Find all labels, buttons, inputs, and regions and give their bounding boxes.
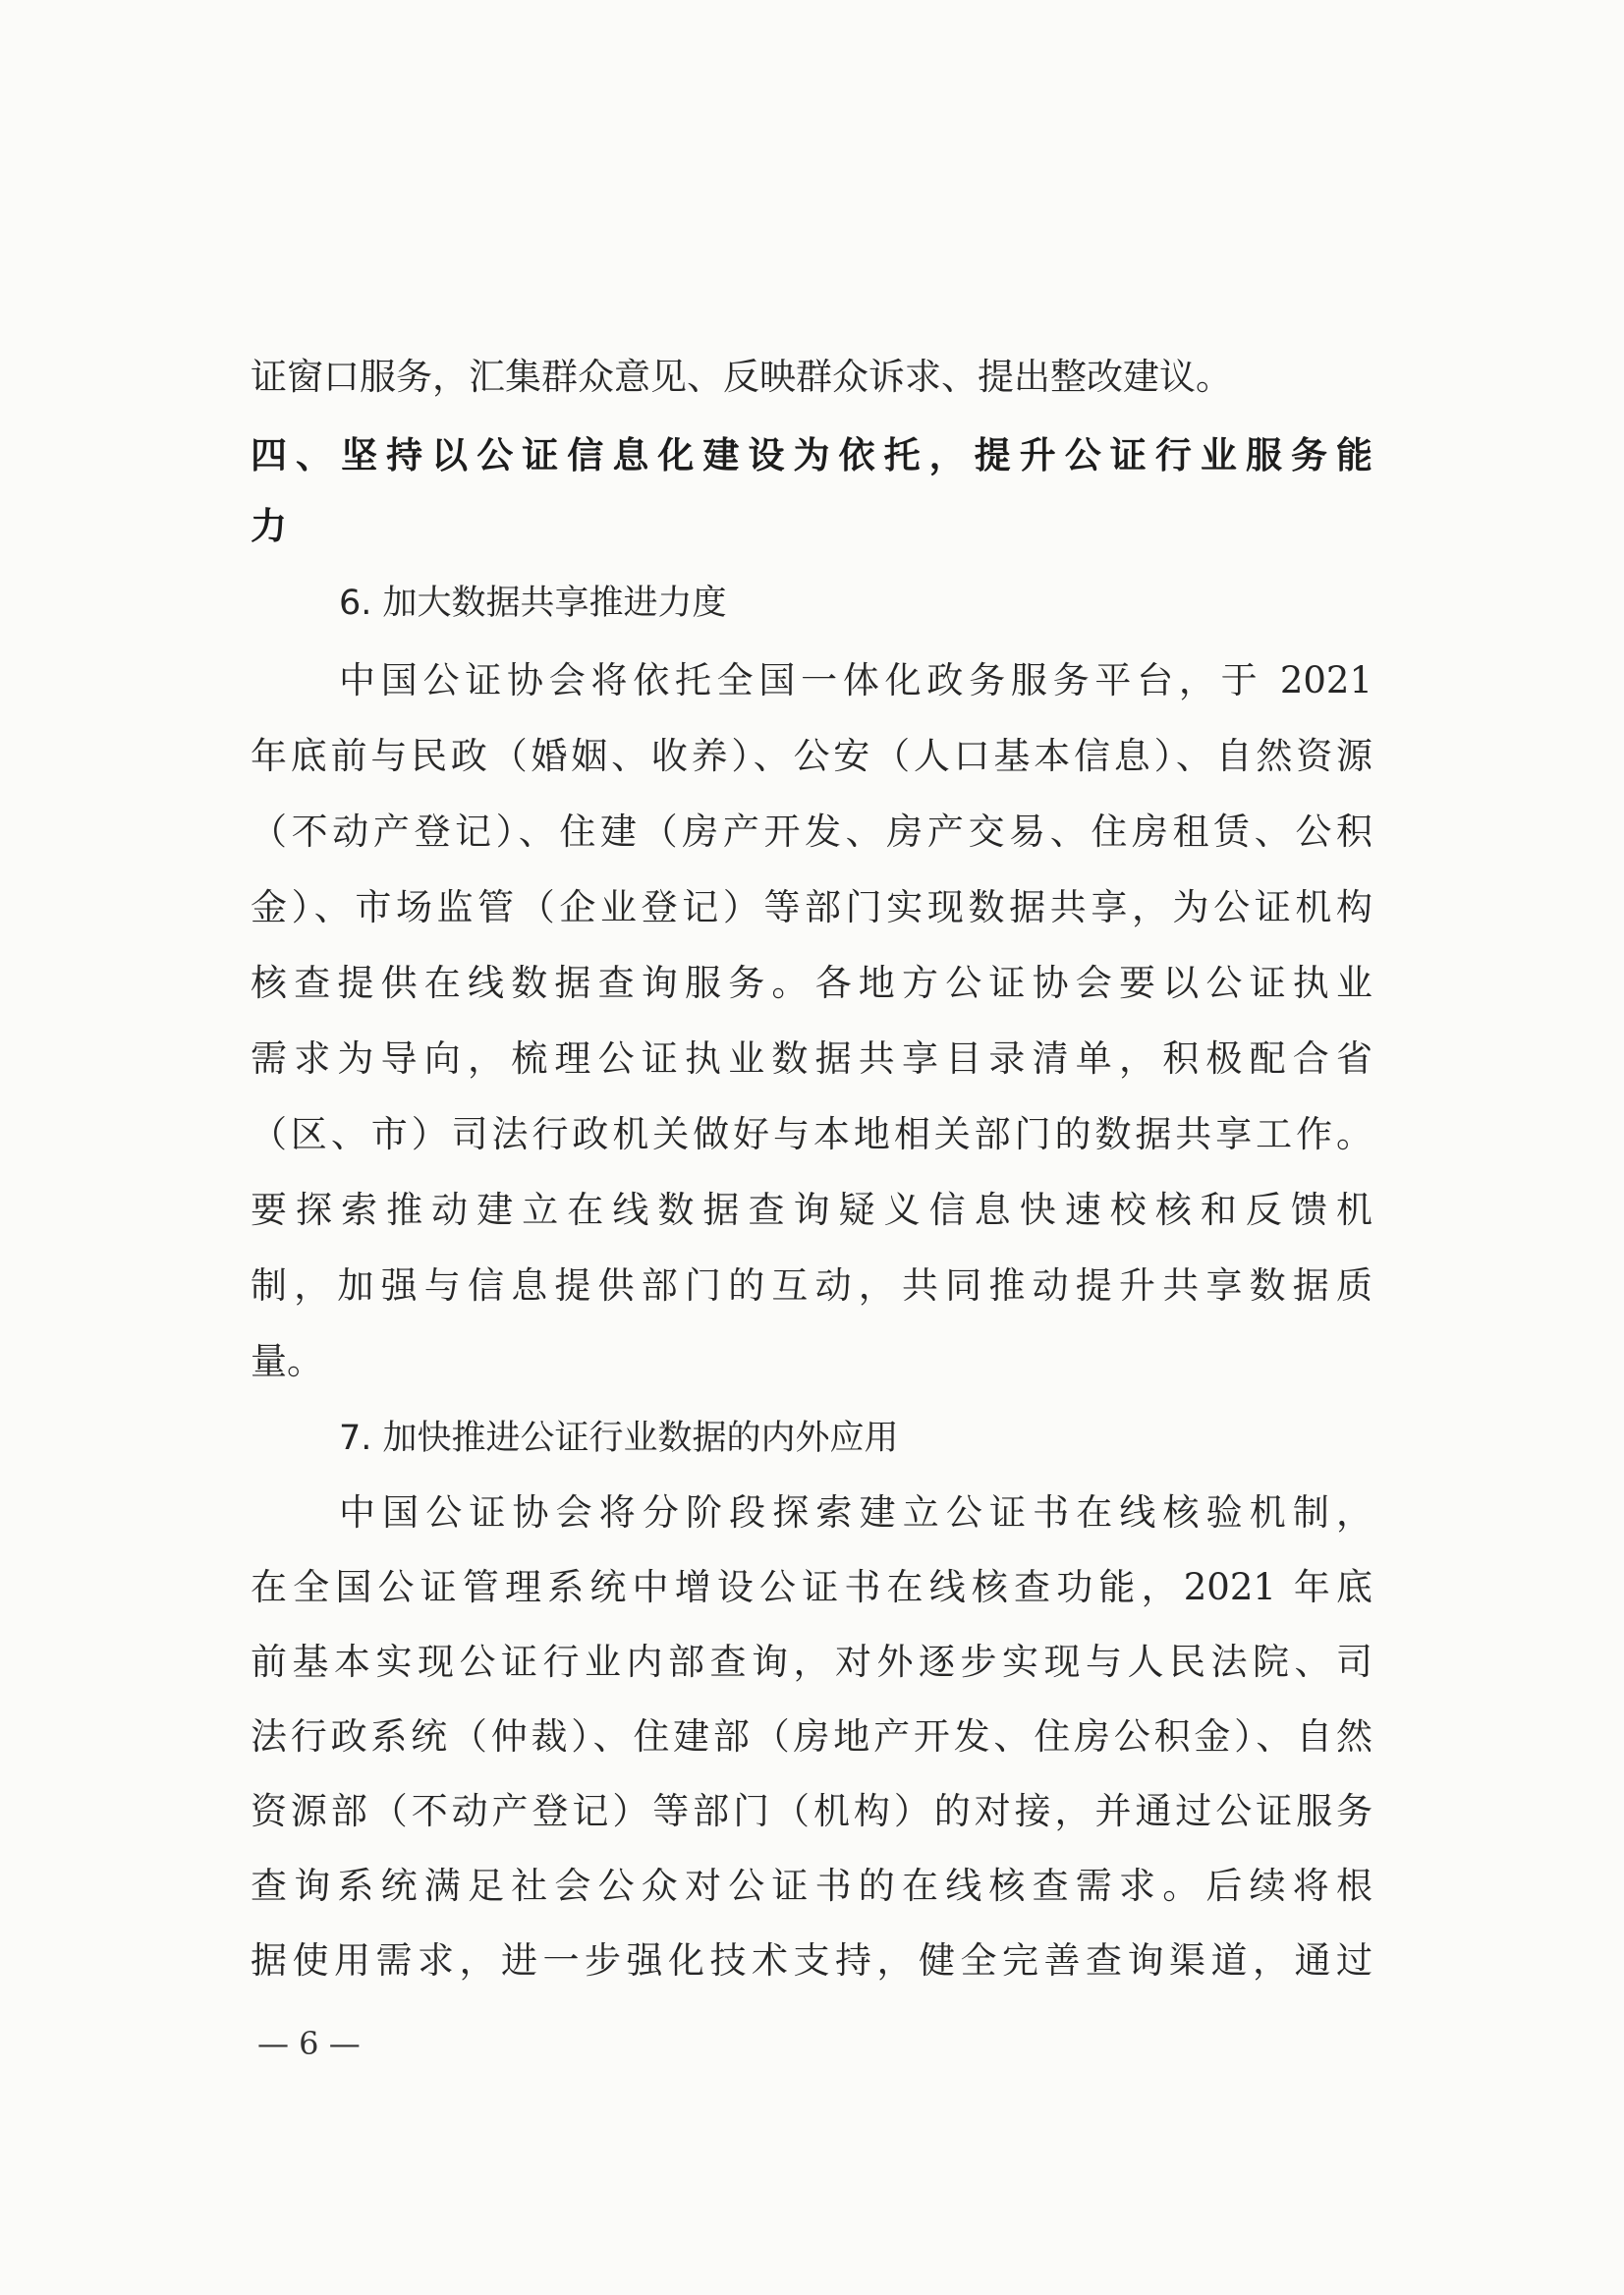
section-heading-continued: 力	[251, 505, 287, 547]
body-text-line: 要探索推动建立在线数据查询疑义信息快速校核和反馈机	[251, 1189, 1372, 1231]
body-text-line: 年底前与民政（婚姻、收养）、公安（人口基本信息）、自然资源	[251, 735, 1372, 777]
body-text-line: 中国公证协会将分阶段探索建立公证书在线核验机制，	[339, 1491, 1372, 1534]
body-text-line: 在全国公证管理系统中增设公证书在线核查功能，2021 年底	[251, 1566, 1372, 1608]
body-text-line: 需求为导向，梳理公证执业数据共享目录清单，积极配合省	[251, 1037, 1372, 1080]
body-text-line: 据使用需求，进一步强化技术支持，健全完善查询渠道，通过	[251, 1939, 1372, 1982]
page-number: — 6 —	[257, 2025, 361, 2062]
body-text-line: 查询系统满足社会公众对公证书的在线核查需求。后续将根	[251, 1865, 1372, 1907]
body-text-line: 核查提供在线数据查询服务。各地方公证协会要以公证执业	[251, 962, 1372, 1004]
body-text-line: 资源部（不动产登记）等部门（机构）的对接，并通过公证服务	[251, 1790, 1372, 1832]
body-text-line: （区、市）司法行政机关做好与本地相关部门的数据共享工作。	[251, 1113, 1372, 1155]
section-heading: 四、坚持以公证信息化建设为依托，提升公证行业服务能	[251, 434, 1372, 476]
body-text-line: 制，加强与信息提供部门的互动，共同推动提升共享数据质	[251, 1264, 1372, 1307]
subsection-title-7: 7. 加快推进公证行业数据的内外应用	[339, 1419, 899, 1458]
body-text-line: 量。	[251, 1340, 323, 1382]
body-text-line: 金）、市场监管（企业登记）等部门实现数据共享，为公证机构	[251, 886, 1372, 928]
body-text-line: 法行政系统（仲裁）、住建部（房地产开发、住房公积金）、自然	[251, 1715, 1372, 1758]
body-text-line: 证窗口服务，汇集群众意见、反映群众诉求、提出整改建议。	[251, 356, 1232, 398]
subsection-title-6: 6. 加大数据共享推进力度	[339, 584, 727, 623]
body-text-line: 前基本实现公证行业内部查询，对外逐步实现与人民法院、司	[251, 1641, 1372, 1683]
body-text-line: 中国公证协会将依托全国一体化政务服务平台，于 2021	[339, 659, 1372, 701]
body-text-line: （不动产登记）、住建（房产开发、房产交易、住房租赁、公积	[251, 811, 1372, 853]
